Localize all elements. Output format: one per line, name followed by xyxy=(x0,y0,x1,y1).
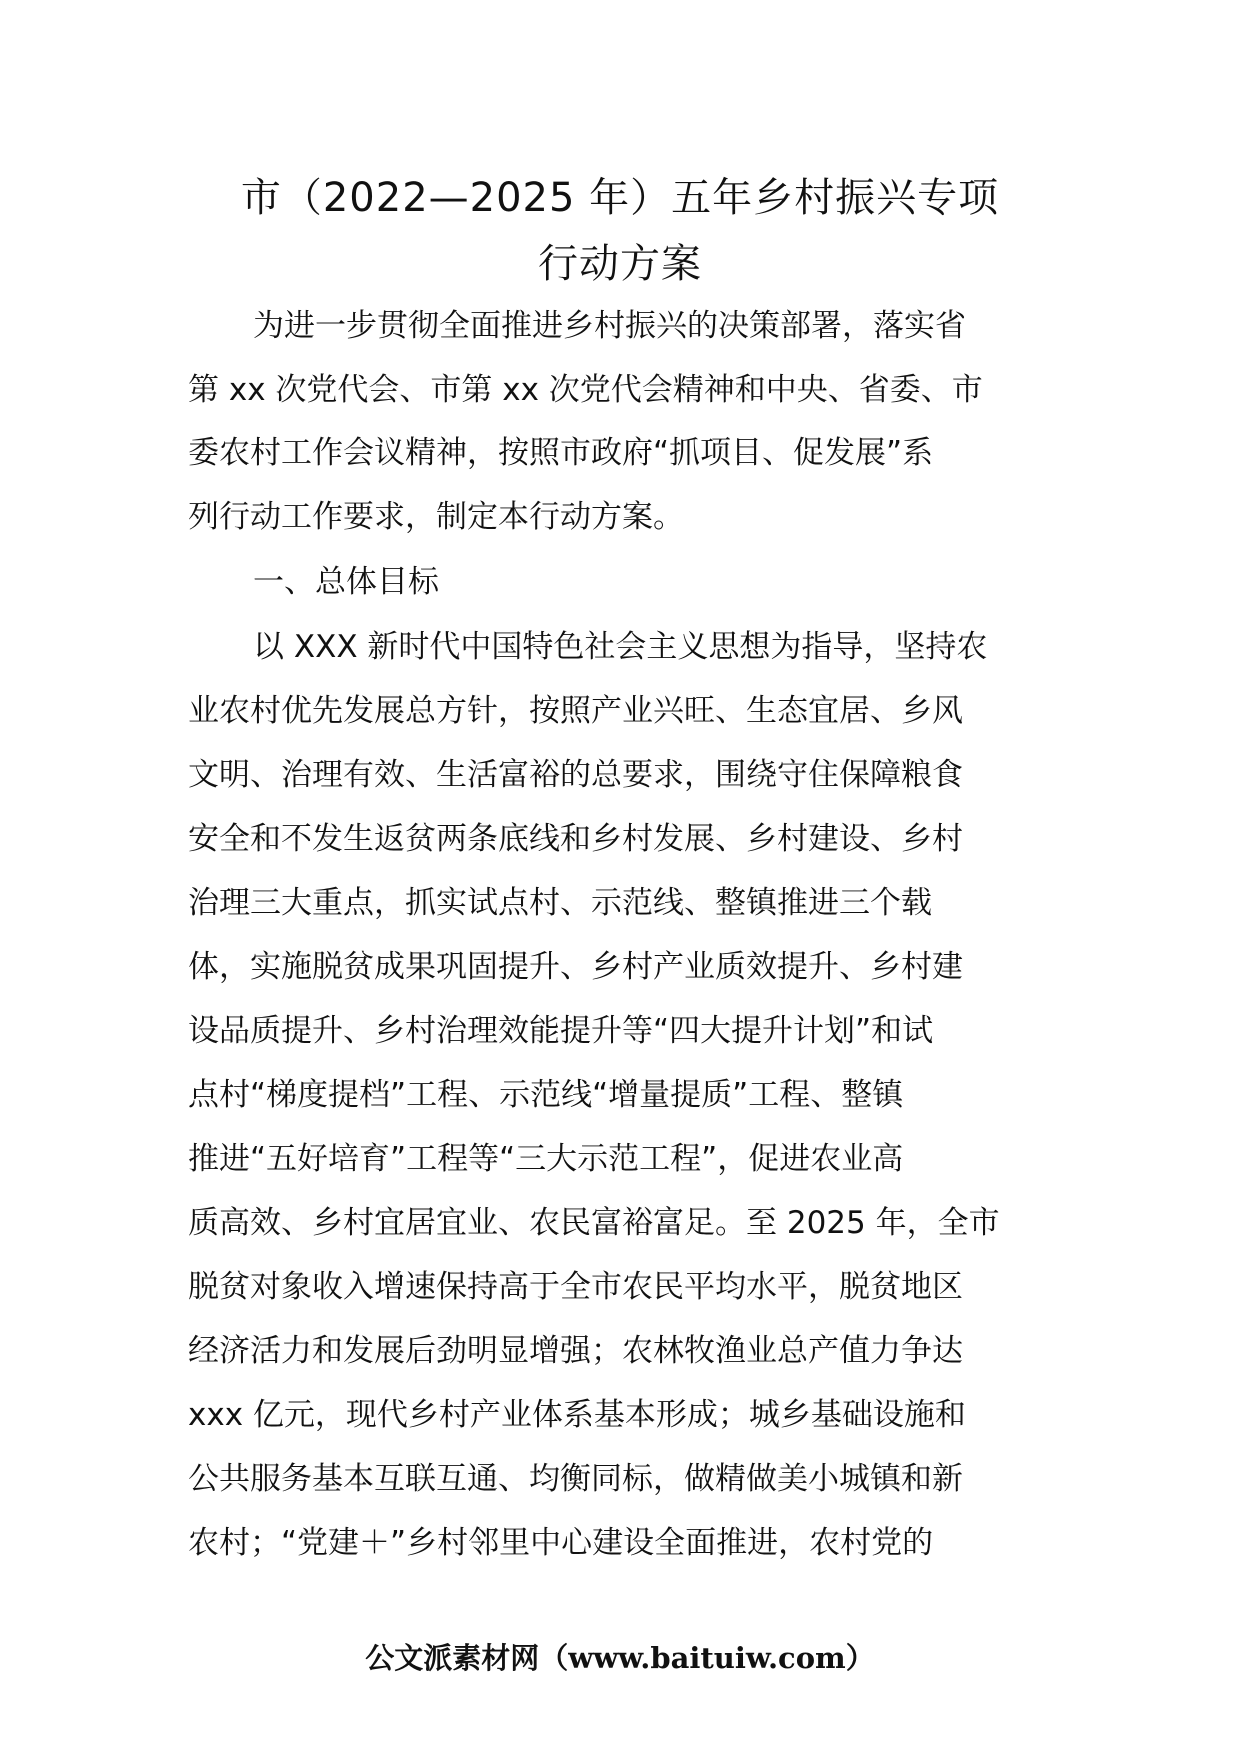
body-line-15: 农村；“党建＋”乡村邻里中心建设全面推进，农村党的 xyxy=(188,1525,934,1561)
body-line-13: xxx 亿元，现代乡村产业体系基本形成；城乡基础设施和 xyxy=(188,1397,966,1433)
body-line-12: 经济活力和发展后劲明显增强；农林牧渔业总产值力争达 xyxy=(188,1333,963,1369)
intro-line-1: 为进一步贯彻全面推进乡村振兴的决策部署，落实省 xyxy=(253,308,966,344)
intro-line-3: 委农村工作会议精神，按照市政府“抓项目、促发展”系 xyxy=(188,435,934,471)
document-title-line-1: 市（2022—2025 年）五年乡村振兴专项 xyxy=(240,175,1000,221)
section-heading: 一、总体目标 xyxy=(253,564,439,600)
intro-line-2: 第 xx 次党代会、市第 xx 次党代会精神和中央、省委、市 xyxy=(188,372,983,408)
body-line-1: 以 XXX 新时代中国特色社会主义思想为指导，坚持农 xyxy=(253,629,988,665)
body-line-7: 设品质提升、乡村治理效能提升等“四大提升计划”和试 xyxy=(188,1013,934,1049)
body-line-3: 文明、治理有效、生活富裕的总要求，围绕守住保障粮食 xyxy=(188,757,963,793)
footer-source: 公文派素材网（www.baituiw.com） xyxy=(365,1641,875,1675)
body-line-5: 治理三大重点，抓实试点村、示范线、整镇推进三个载 xyxy=(188,885,932,921)
body-line-8: 点村“梯度提档”工程、示范线“增量提质”工程、整镇 xyxy=(188,1077,904,1113)
document-title-line-2: 行动方案 xyxy=(538,241,702,287)
body-line-9: 推进“五好培育”工程等“三大示范工程”，促进农业高 xyxy=(188,1141,904,1177)
body-line-14: 公共服务基本互联互通、均衡同标，做精做美小城镇和新 xyxy=(188,1461,963,1497)
body-line-2: 业农村优先发展总方针，按照产业兴旺、生态宜居、乡风 xyxy=(188,693,963,729)
body-line-10: 质高效、乡村宜居宜业、农民富裕富足。至 2025 年，全市 xyxy=(188,1205,1000,1241)
body-line-11: 脱贫对象收入增速保持高于全市农民平均水平，脱贫地区 xyxy=(188,1269,963,1305)
body-line-6: 体，实施脱贫成果巩固提升、乡村产业质效提升、乡村建 xyxy=(188,949,963,985)
body-line-4: 安全和不发生返贫两条底线和乡村发展、乡村建设、乡村 xyxy=(188,821,963,857)
intro-line-4: 列行动工作要求，制定本行动方案。 xyxy=(188,499,684,535)
